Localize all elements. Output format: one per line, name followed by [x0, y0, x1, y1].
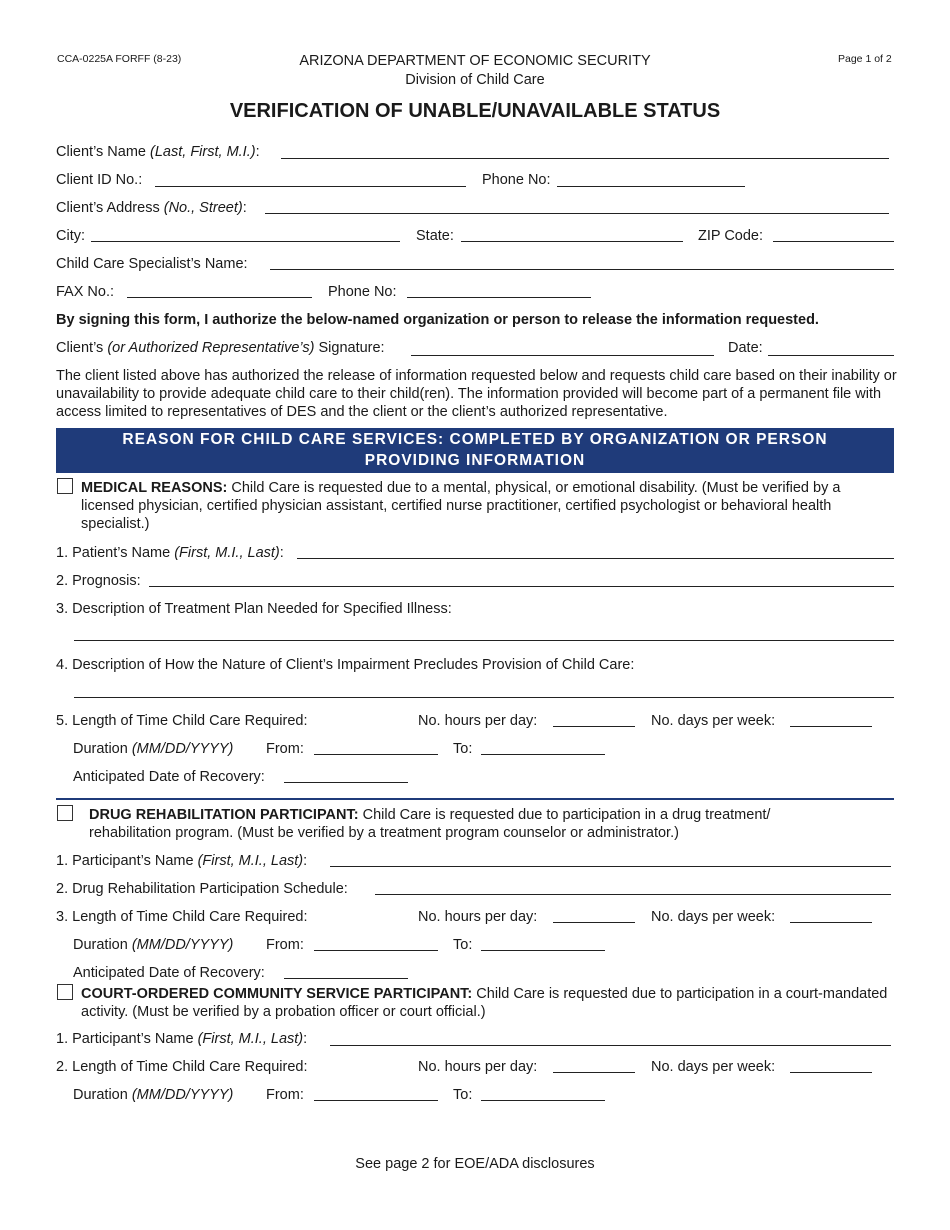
- drug-duration-label: Duration (MM/DD/YYYY): [73, 937, 234, 953]
- court-hours-field[interactable]: [553, 1072, 635, 1073]
- court-ordered-text: COURT-ORDERED COMMUNITY SERVICE PARTICIPANT: Child Care is requested due to participation in a court-mandated activity. (Must be verified by a probation officer or court official.): [81, 986, 888, 1020]
- drug-recovery-label: Anticipated Date of Recovery:: [73, 965, 265, 981]
- state-label: State:: [416, 228, 454, 244]
- court-from-label: From:: [266, 1087, 304, 1103]
- court-days-field[interactable]: [790, 1072, 872, 1073]
- city-label: City:: [56, 228, 85, 244]
- client-id-label: Client ID No.:: [56, 172, 143, 188]
- drug-to-label: To:: [453, 937, 473, 953]
- impairment-label: 4. Description of How the Nature of Client’s Impairment Precludes Provision of Child Care:: [56, 657, 635, 673]
- court-participant-name-field[interactable]: [330, 1045, 891, 1046]
- prognosis-field[interactable]: [149, 586, 894, 587]
- signature-label: Client’s (or Authorized Representative’s) Signature:: [56, 340, 385, 356]
- court-duration-label: Duration (MM/DD/YYYY): [73, 1087, 234, 1103]
- drug-hours-field[interactable]: [553, 922, 635, 923]
- client-phone-field[interactable]: [557, 186, 745, 187]
- specialist-phone-field[interactable]: [407, 297, 591, 298]
- drug-to-field[interactable]: [481, 950, 605, 951]
- court-days-label: No. days per week:: [651, 1059, 776, 1075]
- medical-days-field[interactable]: [790, 726, 872, 727]
- client-phone-label: Phone No:: [482, 172, 551, 188]
- city-field[interactable]: [91, 241, 400, 242]
- client-name-field[interactable]: [281, 158, 889, 159]
- client-address-label: Client’s Address (No., Street):: [56, 200, 247, 216]
- drug-from-field[interactable]: [314, 950, 438, 951]
- medical-reasons-checkbox[interactable]: [57, 478, 73, 494]
- medical-from-field[interactable]: [314, 754, 438, 755]
- signature-field[interactable]: [411, 355, 714, 356]
- division-name: Division of Child Care: [405, 72, 545, 88]
- drug-days-label: No. days per week:: [651, 909, 776, 925]
- drug-participant-name-field[interactable]: [330, 866, 891, 867]
- section-divider: [56, 798, 894, 800]
- drug-participant-name-label: 1. Participant’s Name (First, M.I., Last):: [56, 853, 308, 869]
- medical-hours-label: No. hours per day:: [418, 713, 538, 729]
- authorization-statement: By signing this form, I authorize the below-named organization or person to release the information requested.: [56, 312, 819, 328]
- client-id-field[interactable]: [155, 186, 466, 187]
- court-ordered-checkbox[interactable]: [57, 984, 73, 1000]
- patient-name-label: 1. Patient’s Name (First, M.I., Last):: [56, 545, 284, 561]
- court-from-field[interactable]: [314, 1100, 438, 1101]
- fax-field[interactable]: [127, 297, 312, 298]
- client-name-label: Client’s Name (Last, First, M.I.):: [56, 144, 260, 160]
- treatment-plan-field[interactable]: [74, 640, 894, 641]
- fax-label: FAX No.:: [56, 284, 115, 300]
- section-banner: [56, 428, 894, 473]
- medical-duration-label: Duration (MM/DD/YYYY): [73, 741, 234, 757]
- drug-rehab-checkbox[interactable]: [57, 805, 73, 821]
- court-participant-name-label: 1. Participant’s Name (First, M.I., Last):: [56, 1031, 308, 1047]
- court-hours-label: No. hours per day:: [418, 1059, 538, 1075]
- medical-from-label: From:: [266, 741, 304, 757]
- page-title: VERIFICATION OF UNABLE/UNAVAILABLE STATUS: [229, 100, 721, 122]
- date-field[interactable]: [768, 355, 894, 356]
- authorization-paragraph: The client listed above has authorized the release of information requested below and requests child care based on their inability or unavailability to provide adequate child care to their child(ren). The information provided will become part of a permanent file with access limited to representatives of DES and the client or the client’s authorized representative.: [56, 368, 897, 420]
- drug-schedule-label: 2. Drug Rehabilitation Participation Schedule:: [56, 881, 348, 897]
- drug-days-field[interactable]: [790, 922, 872, 923]
- medical-recovery-field[interactable]: [284, 782, 408, 783]
- medical-to-field[interactable]: [481, 754, 605, 755]
- medical-recovery-label: Anticipated Date of Recovery:: [73, 769, 265, 785]
- zip-field[interactable]: [773, 241, 894, 242]
- drug-schedule-field[interactable]: [375, 894, 891, 895]
- specialist-phone-label: Phone No:: [328, 284, 397, 300]
- zip-label: ZIP Code:: [698, 228, 764, 244]
- date-label: Date:: [728, 340, 763, 356]
- prognosis-label: 2. Prognosis:: [56, 573, 141, 589]
- banner-line-1: REASON FOR CHILD CARE SERVICES: COMPLETED BY ORGANIZATION OR PERSON: [122, 431, 828, 448]
- impairment-field[interactable]: [74, 697, 894, 698]
- court-length-label: 2. Length of Time Child Care Required:: [56, 1059, 308, 1075]
- drug-hours-label: No. hours per day:: [418, 909, 538, 925]
- treatment-plan-label: 3. Description of Treatment Plan Needed for Specified Illness:: [56, 601, 452, 617]
- form-id: CCA-0225A FORFF (8-23): [57, 53, 182, 65]
- agency-name: ARIZONA DEPARTMENT OF ECONOMIC SECURITY: [299, 53, 651, 69]
- drug-length-label: 3. Length of Time Child Care Required:: [56, 909, 308, 925]
- drug-from-label: From:: [266, 937, 304, 953]
- banner-line-2: PROVIDING INFORMATION: [364, 452, 586, 469]
- medical-to-label: To:: [453, 741, 473, 757]
- drug-rehab-text: DRUG REHABILITATION PARTICIPANT: Child Care is requested due to participation in a drug treatment/ rehabilitation program. (Must be verified by a treatment program counselor or administrator.): [89, 807, 771, 841]
- client-address-field[interactable]: [265, 213, 889, 214]
- specialist-label: Child Care Specialist’s Name:: [56, 256, 248, 272]
- medical-hours-field[interactable]: [553, 726, 635, 727]
- medical-days-label: No. days per week:: [651, 713, 776, 729]
- court-to-field[interactable]: [481, 1100, 605, 1101]
- drug-recovery-field[interactable]: [284, 978, 408, 979]
- state-field[interactable]: [461, 241, 683, 242]
- specialist-field[interactable]: [270, 269, 894, 270]
- court-to-label: To:: [453, 1087, 473, 1103]
- medical-reasons-text: MEDICAL REASONS: Child Care is requested due to a mental, physical, or emotional disability. (Must be verified by a licensed physician, certified physician assistant, certified nurse practitioner, certified psychologist or behavioral health specialist.): [81, 480, 841, 532]
- patient-name-field[interactable]: [297, 558, 894, 559]
- medical-length-label: 5. Length of Time Child Care Required:: [56, 713, 308, 729]
- footer-note: See page 2 for EOE/ADA disclosures: [355, 1156, 595, 1172]
- page-number: Page 1 of 2: [838, 53, 892, 65]
